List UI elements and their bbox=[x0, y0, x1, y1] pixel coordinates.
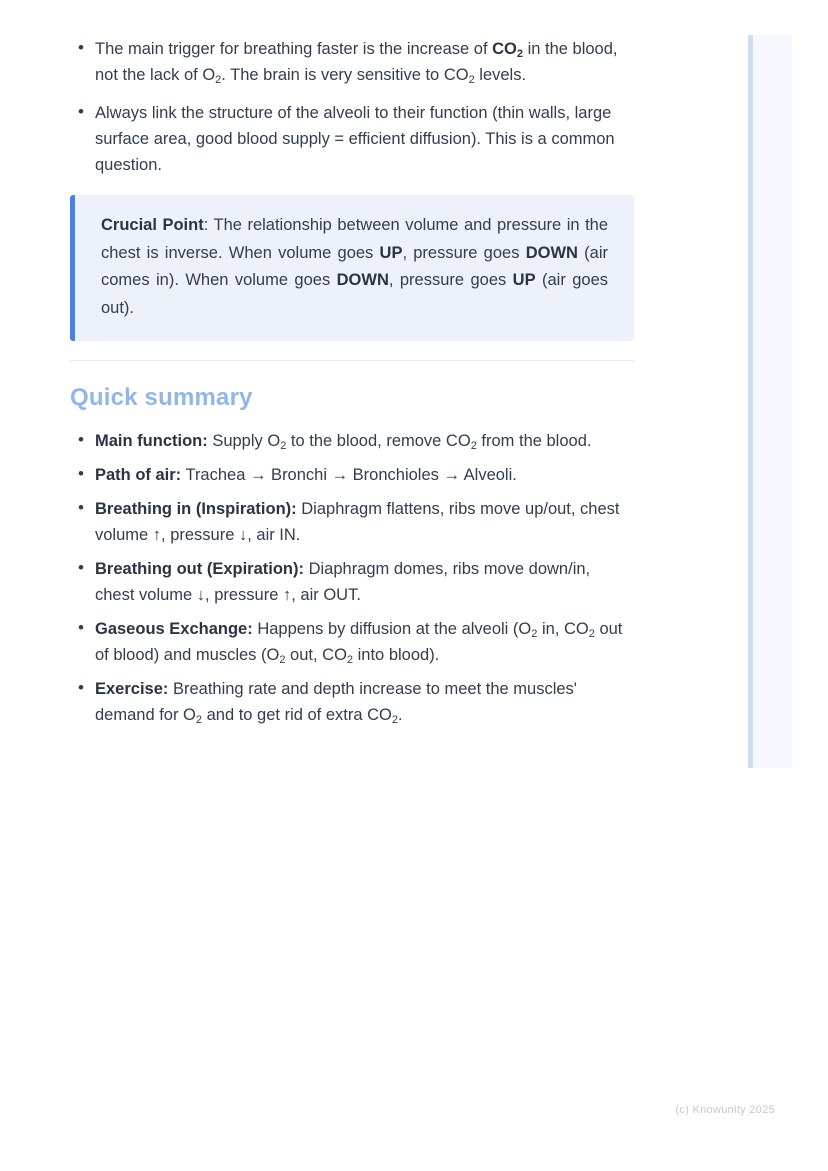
tips-list bbox=[70, 36, 634, 178]
list-item: • Breathing out (Expiration): Diaphragm domes, ribs move down/in, chest volume ↓, pressure ↑, air OUT. bbox=[95, 556, 634, 608]
list-item: • The main trigger for breathing faster is the increase of CO2 in the blood, not the lack of O2. The brain is very sensitive to CO2 levels. bbox=[95, 36, 634, 88]
list-item: • Breathing in (Inspiration): Diaphragm flattens, ribs move up/out, chest volume ↑, pressure ↓, air IN. bbox=[95, 496, 634, 548]
crucial-point-callout bbox=[70, 195, 634, 341]
summary-list bbox=[70, 428, 634, 728]
list-item: • Always link the structure of the alveoli to their function (thin walls, large surface area, good blood supply = efficient diffusion). This is a common question. bbox=[95, 100, 634, 178]
list-item: • Main function: Supply O2 to the blood, remove CO2 from the blood. bbox=[95, 428, 634, 454]
list-item: • Gaseous Exchange: Happens by diffusion at the alveoli (O2 in, CO2 out of blood) and muscles (O2 out, CO2 into blood). bbox=[95, 616, 634, 668]
copyright-footer: (c) Knowunity 2025 bbox=[675, 1104, 775, 1116]
quick-summary-heading: Quick summary bbox=[70, 384, 253, 411]
section-divider bbox=[70, 360, 634, 361]
list-item: • Path of air: Trachea → Bronchi → Bronchioles → Alveoli. bbox=[95, 462, 634, 488]
callout-text: Crucial Point: The relationship between volume and pressure in the chest is inverse. When volume goes UP, pressure goes DOWN (air comes in). When volume goes DOWN, pressure goes UP (air goes out). bbox=[101, 216, 609, 317]
list-item: • Exercise: Breathing rate and depth increase to meet the muscles' demand for O2 and to get rid of extra CO2. bbox=[95, 676, 634, 728]
page-content bbox=[70, 36, 634, 736]
side-panel bbox=[748, 35, 792, 768]
